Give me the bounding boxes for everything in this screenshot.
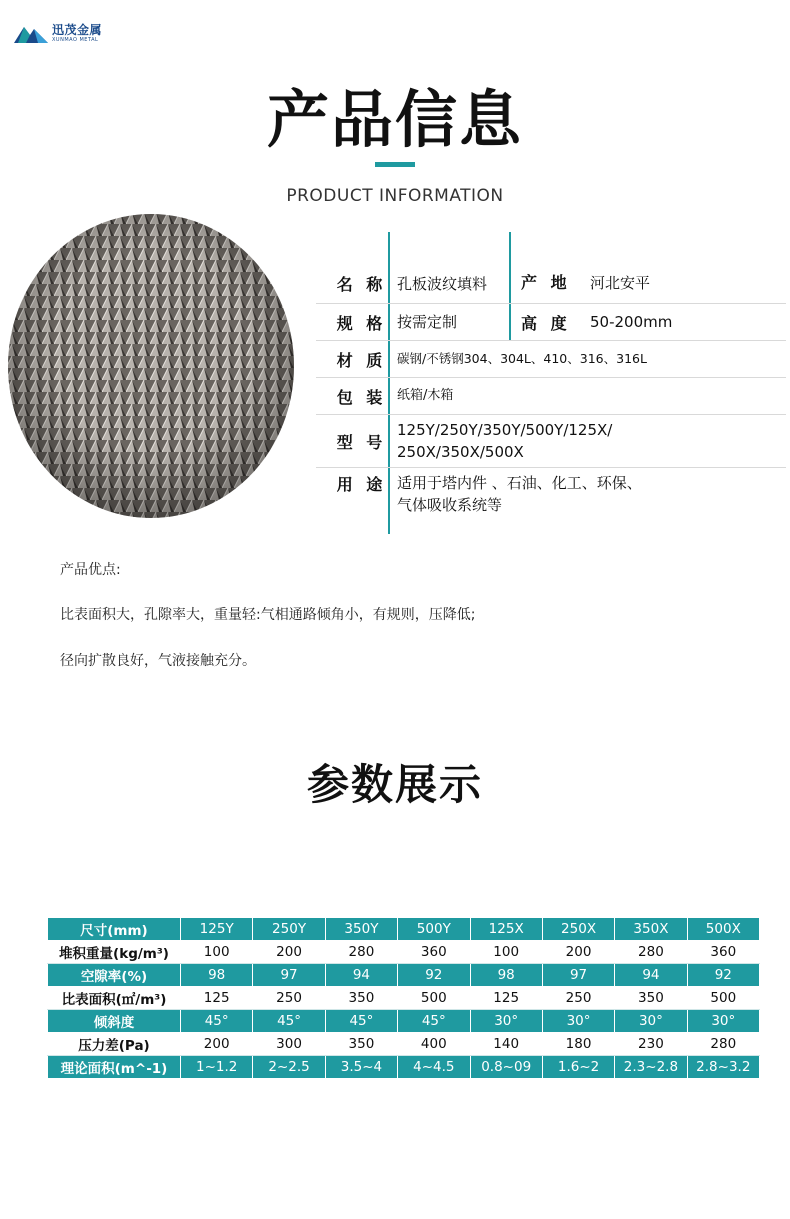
height-value: 50-200mm bbox=[590, 313, 673, 331]
params-cell: 3.5~4 bbox=[325, 1056, 397, 1079]
params-cell: 350 bbox=[615, 987, 687, 1010]
params-cell: 350 bbox=[325, 987, 397, 1010]
model-label: 型 号 bbox=[336, 432, 387, 452]
params-cell: 200 bbox=[253, 941, 325, 964]
params-cell: 30° bbox=[687, 1010, 759, 1033]
brand-logo bbox=[14, 22, 102, 44]
params-title: 参数展示 bbox=[306, 760, 483, 809]
params-cell: 250 bbox=[542, 987, 614, 1010]
brand-name: 迅茂金属 bbox=[52, 22, 103, 37]
params-cell: 280 bbox=[687, 1033, 759, 1056]
params-cell: 350Y bbox=[325, 918, 397, 941]
params-table bbox=[47, 917, 760, 1079]
model-value bbox=[389, 419, 612, 463]
product-image bbox=[6, 212, 296, 520]
info-divider bbox=[509, 232, 511, 303]
params-row-header: 尺寸(mm) bbox=[48, 918, 181, 941]
params-row-header: 空隙率(%) bbox=[48, 964, 181, 987]
params-cell: 94 bbox=[325, 964, 397, 987]
params-cell: 2.3~2.8 bbox=[615, 1056, 687, 1079]
params-cell: 100 bbox=[470, 941, 542, 964]
package-label: 包 装 bbox=[336, 387, 387, 407]
params-cell: 92 bbox=[687, 964, 759, 987]
page-subtitle: PRODUCT INFORMATION bbox=[286, 186, 504, 206]
advantages-heading: 产品优点: bbox=[60, 562, 121, 578]
params-cell: 200 bbox=[542, 941, 614, 964]
params-cell: 125 bbox=[181, 987, 253, 1010]
params-row-header: 倾斜度 bbox=[48, 1010, 181, 1033]
params-cell: 2.8~3.2 bbox=[687, 1056, 759, 1079]
height-label: 高 度 bbox=[521, 313, 571, 333]
params-cell: 98 bbox=[470, 964, 542, 987]
params-row bbox=[48, 918, 760, 941]
params-row bbox=[48, 1010, 760, 1033]
params-cell: 45° bbox=[398, 1010, 470, 1033]
params-cell: 97 bbox=[542, 964, 614, 987]
params-cell: 45° bbox=[253, 1010, 325, 1033]
info-row-spec bbox=[316, 304, 786, 341]
params-cell: 4~4.5 bbox=[398, 1056, 470, 1079]
params-cell: 125 bbox=[470, 987, 542, 1010]
use-label: 用 途 bbox=[336, 475, 387, 494]
params-cell: 45° bbox=[181, 1010, 253, 1033]
params-cell: 500 bbox=[398, 987, 470, 1010]
info-divider bbox=[509, 304, 511, 340]
params-row bbox=[48, 987, 760, 1010]
params-cell: 250Y bbox=[253, 918, 325, 941]
info-row-use bbox=[316, 468, 786, 534]
params-cell: 280 bbox=[615, 941, 687, 964]
info-row-model bbox=[316, 415, 786, 468]
material-label: 材 质 bbox=[336, 350, 387, 370]
params-cell: 100 bbox=[181, 941, 253, 964]
params-cell: 45° bbox=[325, 1010, 397, 1033]
params-cell: 500Y bbox=[398, 918, 470, 941]
params-cell: 1.6~2 bbox=[542, 1056, 614, 1079]
params-cell: 30° bbox=[615, 1010, 687, 1033]
params-cell: 500 bbox=[687, 987, 759, 1010]
brand-sub: XUNMAO METAL bbox=[52, 36, 99, 43]
params-cell: 125X bbox=[470, 918, 542, 941]
origin-label: 产 地 bbox=[521, 273, 571, 292]
params-row bbox=[48, 941, 760, 964]
params-cell: 2~2.5 bbox=[253, 1056, 325, 1079]
info-divider bbox=[388, 341, 390, 377]
params-cell: 30° bbox=[470, 1010, 542, 1033]
use-value-line1: 适用于塔内件 、石油、化工、环保、 bbox=[397, 474, 642, 492]
params-cell: 350X bbox=[615, 918, 687, 941]
page-title: 产品信息 bbox=[266, 83, 523, 156]
params-cell: 250 bbox=[253, 987, 325, 1010]
params-cell: 280 bbox=[325, 941, 397, 964]
name-value: 孔板波纹填料 bbox=[397, 275, 488, 293]
model-value-line1: 125Y/250Y/350Y/500Y/125X/ bbox=[397, 421, 613, 439]
spec-value: 按需定制 bbox=[397, 313, 458, 331]
params-cell: 360 bbox=[687, 941, 759, 964]
product-info-table bbox=[316, 232, 786, 534]
params-row-header: 理论面积(m^-1) bbox=[48, 1056, 181, 1079]
info-divider bbox=[388, 468, 390, 534]
info-row-name bbox=[316, 232, 786, 304]
use-value bbox=[389, 472, 642, 516]
params-row bbox=[48, 1056, 760, 1079]
params-cell: 250X bbox=[542, 918, 614, 941]
advantages-line-1: 比表面积大，孔隙率大，重量轻:气相通路倾角小，有规则，压降低; bbox=[60, 607, 476, 623]
info-row-material bbox=[316, 341, 786, 378]
params-cell: 500X bbox=[687, 918, 759, 941]
params-cell: 1~1.2 bbox=[181, 1056, 253, 1079]
params-cell: 94 bbox=[615, 964, 687, 987]
params-row bbox=[48, 1033, 760, 1056]
package-value: 纸箱/木箱 bbox=[397, 388, 454, 403]
params-row-header: 比表面积(㎡/m³) bbox=[48, 987, 181, 1010]
params-row bbox=[48, 964, 760, 987]
mountain-logo-icon bbox=[14, 23, 48, 43]
params-row-header: 堆积重量(kg/m³) bbox=[48, 941, 181, 964]
params-cell: 98 bbox=[181, 964, 253, 987]
info-row-package bbox=[316, 378, 786, 415]
params-cell: 360 bbox=[398, 941, 470, 964]
params-cell: 400 bbox=[398, 1033, 470, 1056]
info-divider bbox=[388, 378, 390, 414]
params-cell: 92 bbox=[398, 964, 470, 987]
info-divider bbox=[388, 304, 390, 340]
params-cell: 30° bbox=[542, 1010, 614, 1033]
title-divider bbox=[375, 162, 415, 167]
info-divider bbox=[388, 232, 390, 303]
params-cell: 0.8~09 bbox=[470, 1056, 542, 1079]
params-cell: 125Y bbox=[181, 918, 253, 941]
params-cell: 180 bbox=[542, 1033, 614, 1056]
advantages-line-2: 径向扩散良好，气液接触充分。 bbox=[60, 653, 256, 669]
params-cell: 230 bbox=[615, 1033, 687, 1056]
origin-value: 河北安平 bbox=[590, 274, 651, 292]
params-cell: 300 bbox=[253, 1033, 325, 1056]
name-label: 名 称 bbox=[336, 275, 387, 294]
spec-label: 规 格 bbox=[336, 313, 387, 333]
params-row-header: 压力差(Pa) bbox=[48, 1033, 181, 1056]
use-value-line2: 气体吸收系统等 bbox=[397, 496, 503, 514]
params-cell: 97 bbox=[253, 964, 325, 987]
params-cell: 140 bbox=[470, 1033, 542, 1056]
params-cell: 200 bbox=[181, 1033, 253, 1056]
params-cell: 350 bbox=[325, 1033, 397, 1056]
model-value-line2: 250X/350X/500X bbox=[397, 443, 524, 461]
info-divider bbox=[388, 415, 390, 467]
material-value: 碳钢/不锈钢304、304L、410、316、316L bbox=[397, 351, 647, 366]
